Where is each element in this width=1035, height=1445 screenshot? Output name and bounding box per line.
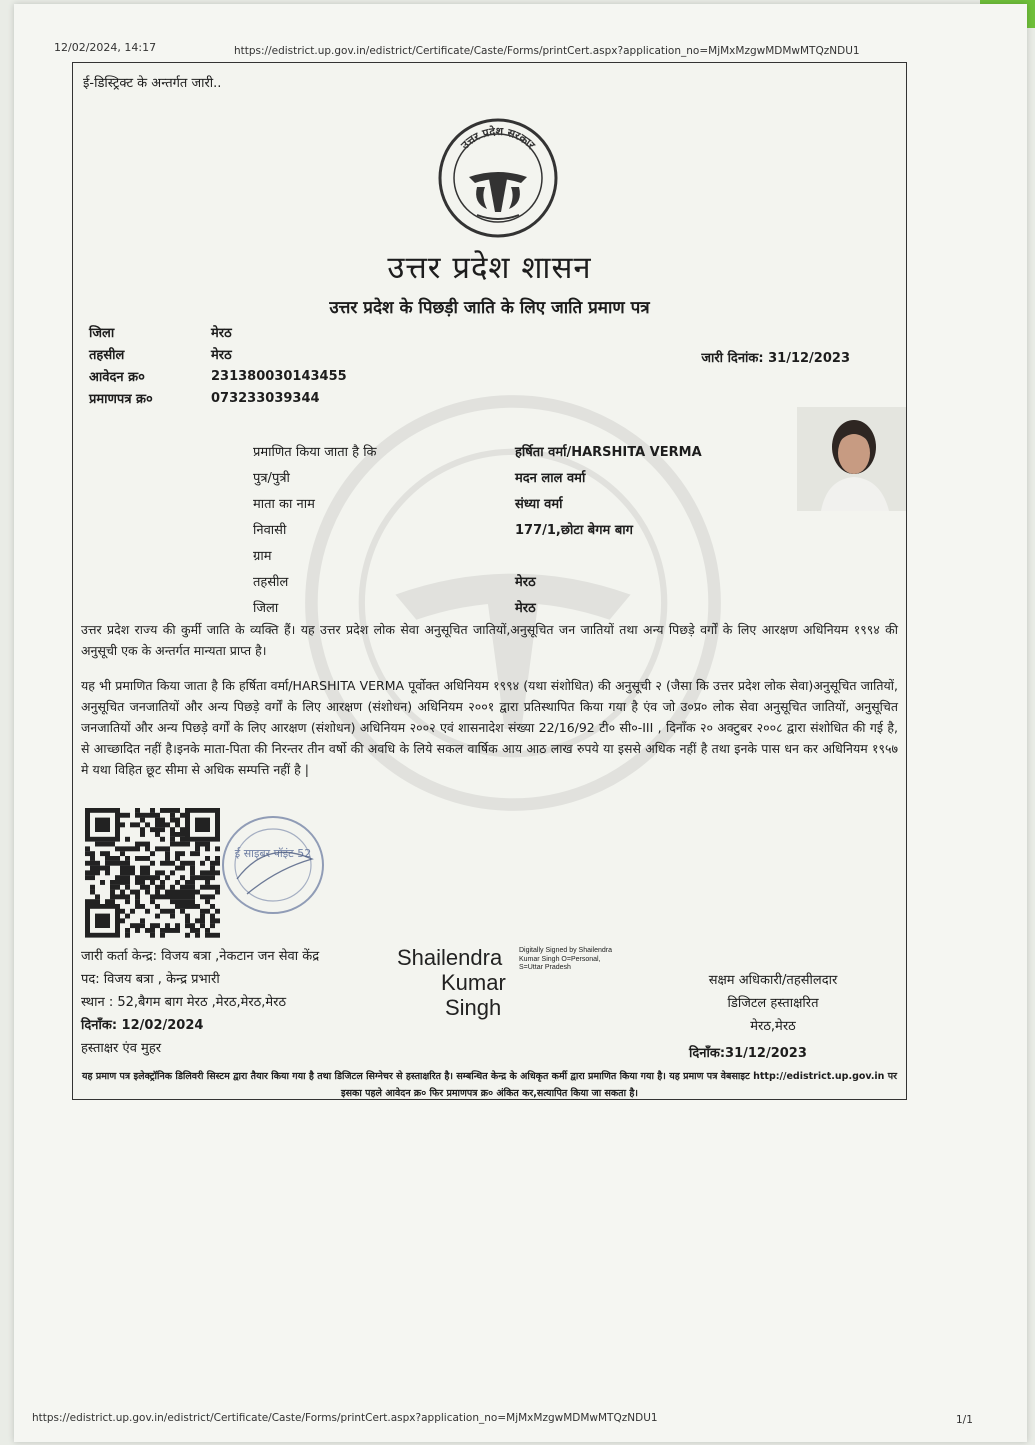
issuing-center xyxy=(81,945,319,1060)
meta-row-tehsil xyxy=(89,343,347,365)
digital-signature-note: Digitally Signed by Shailendra Kumar Singh O=Personal, S=Uttar Pradesh xyxy=(519,947,612,971)
detail-value: मेरठ xyxy=(515,601,536,616)
detail-label: जिला xyxy=(253,601,279,616)
detail-label: पुत्र/पुत्री xyxy=(253,471,290,486)
print-page-number: 1/1 xyxy=(956,1414,973,1426)
meta-value: 073233039344 xyxy=(211,390,320,406)
issuer-designation: पद: विजय बत्रा , केन्द्र प्रभारी xyxy=(81,972,220,987)
detail-value: हर्षिता वर्मा/HARSHITA VERMA xyxy=(515,445,702,460)
detail-label: प्रमाणित किया जाता है कि xyxy=(253,445,377,460)
meta-row-application-no xyxy=(89,365,347,387)
detail-row-mother xyxy=(253,490,702,516)
issuer-date: दिनाँक: 12/02/2024 xyxy=(81,1018,204,1033)
detail-row-village xyxy=(253,542,702,568)
detail-label: तहसील xyxy=(253,575,289,590)
certificate-meta xyxy=(89,321,347,409)
authority-digital-signed: डिजिटल हस्ताक्षरित xyxy=(727,996,819,1011)
meta-label: प्रमाणपत्र क्र० xyxy=(89,392,153,407)
issuer-place: स्थान : 52,बैगम बाग मेरठ ,मेरठ,मेरठ,मेरठ xyxy=(81,995,286,1010)
detail-row-resident xyxy=(253,516,702,542)
holder-details xyxy=(253,438,702,620)
issue-date: जारी दिनांक: 31/12/2023 xyxy=(701,351,850,366)
meta-row-district xyxy=(89,321,347,343)
detail-label: माता का नाम xyxy=(253,497,315,512)
svg-text:ई साइबर पॉइंट 52: ई साइबर पॉइंट 52 xyxy=(234,847,312,860)
certificate-frame xyxy=(72,62,907,1100)
detail-value: मदन लाल वर्मा xyxy=(515,471,586,486)
detail-value: मेरठ xyxy=(515,575,536,590)
issuer-center: जारी कर्ता केन्द्र: विजय बत्रा ,नेकटान जन सेवा केंद्र xyxy=(81,949,320,964)
meta-value: मेरठ xyxy=(211,326,232,341)
authority-location: मेरठ,मेरठ xyxy=(750,1019,796,1034)
meta-label: तहसील xyxy=(89,348,125,363)
certificate-title: उत्तर प्रदेश शासन xyxy=(387,250,592,286)
seal-stamp-icon xyxy=(217,809,329,921)
meta-label: आवेदन क्र० xyxy=(89,370,145,385)
print-url: https://edistrict.up.gov.in/edistrict/Certificate/Caste/Forms/printCert.aspx?application_no=MjMxMzgwMDMwMTQzNDU1 xyxy=(234,45,860,57)
authority-date: दिनाँक:31/12/2023 xyxy=(689,1046,807,1061)
detail-value: 177/1,छोटा बेगम बाग xyxy=(515,523,633,538)
detail-row-tehsil xyxy=(253,568,702,594)
meta-label: जिला xyxy=(89,326,115,341)
detail-row-name xyxy=(253,438,702,464)
competent-authority xyxy=(663,969,883,1038)
detail-label: निवासी xyxy=(253,523,287,538)
signature-line-2: Kumar xyxy=(441,970,506,995)
meta-value: मेरठ xyxy=(211,348,232,363)
up-emblem-icon xyxy=(437,117,559,239)
issued-under-note: ई-डिस्ट्रिक्ट के अन्तर्गत जारी.. xyxy=(83,76,222,91)
digital-signature xyxy=(397,945,612,1020)
authority-title: सक्षम अधिकारी/तहसीलदार xyxy=(708,973,838,988)
verification-footer: यह प्रमाण पत्र इलेक्ट्रॉनिक डिलिवरी सिस्टम द्वारा तैयार किया गया है तथा डिजिटल सिग्नेचर से हस्ताक्षरित है। सम्बन्धित केन्द्र के अधिकृत कर्मी द्वारा प्रमाणित किया गया है। यह प्रमाण पत्र वेबसाइट http://edistrict.up.gov.in पर इसका पहले आवेदन क्र० फिर प्रमाणपत्र क्र० अंकित कर,सत्यापित किया जा सकता है। xyxy=(81,1071,898,1099)
issuer-sign-seal: हस्ताक्षर एंव मुहर xyxy=(81,1041,162,1056)
meta-row-certificate-no xyxy=(89,387,347,409)
certificate-subtitle: उत्तर प्रदेश के पिछड़ी जाति के लिए जाति प्रमाण पत्र xyxy=(329,298,650,318)
meta-value: 231380030143455 xyxy=(211,368,347,384)
printed-page xyxy=(14,4,1027,1442)
print-datetime: 12/02/2024, 14:17 xyxy=(54,41,157,54)
detail-row-parent xyxy=(253,464,702,490)
caste-statement: उत्तर प्रदेश राज्य की कुर्मी जाति के व्यक्ति हैं। यह उत्तर प्रदेश लोक सेवा अनुसूचित जातियों,अनुसूचित जन जातियों तथा अन्य पिछड़े वर्गों के लिए आरक्षण अधिनियम १९९४ की अनुसूची एक के अन्तर्गत मान्यता प्राप्त है। xyxy=(81,622,898,658)
signature-line-1: Shailendra xyxy=(397,945,503,970)
creamy-layer-statement: यह भी प्रमाणित किया जाता है कि हर्षिता वर्मा/HARSHITA VERMA पूर्वोक्त अधिनियम १९९४ (यथा संशोधित) की अनुसूची २ (जैसा कि उत्तर प्रदेश लोक सेवा)अनुसूचित जातियों, अनुसूचित जनजातियों और अन्य पिछड़े वर्गों के लिए आरक्षण (संशोधन) अधिनियम २००१ द्वारा प्रतिस्थापित किया गया है एंव जो उ०प्र० लोक सेवा अनुसूचित जातियों, अनुसूचित जनजातियों और अन्य पिछड़े वर्गों के लिए आरक्षण (संशोधन) अधिनियम २००२ एवं शासनादेश संख्या 22/16/92 टी० सी०-III , दिनाँक २० अक्टुबर २००८ द्वारा संशोधित की गई है, से आच्छादित नहीं है।इनके माता-पिता की निरन्तर तीन वर्षो की अवधि के लिये सकल वार्षिक आय आठ लाख रुपये या इससे अधिक नहीं है तथा इनके पास धन कर अधिनियम १९५७ मे यथा विहित छूट सीमा से अधिक सम्पत्ति नहीं है | xyxy=(81,678,898,777)
detail-value: संध्या वर्मा xyxy=(515,497,563,512)
print-footer-url: https://edistrict.up.gov.in/edistrict/Certificate/Caste/Forms/printCert.aspx?application_no=MjMxMzgwMDMwMTQzNDU1 xyxy=(32,1412,658,1424)
signature-line-3: Singh xyxy=(445,995,502,1020)
qr-code-icon xyxy=(83,807,221,939)
detail-row-district xyxy=(253,594,702,620)
holder-photo xyxy=(797,407,907,511)
svg-text:उत्तर प्रदेश सरकार: उत्तर प्रदेश सरकार xyxy=(458,124,538,152)
detail-label: ग्राम xyxy=(253,549,272,564)
